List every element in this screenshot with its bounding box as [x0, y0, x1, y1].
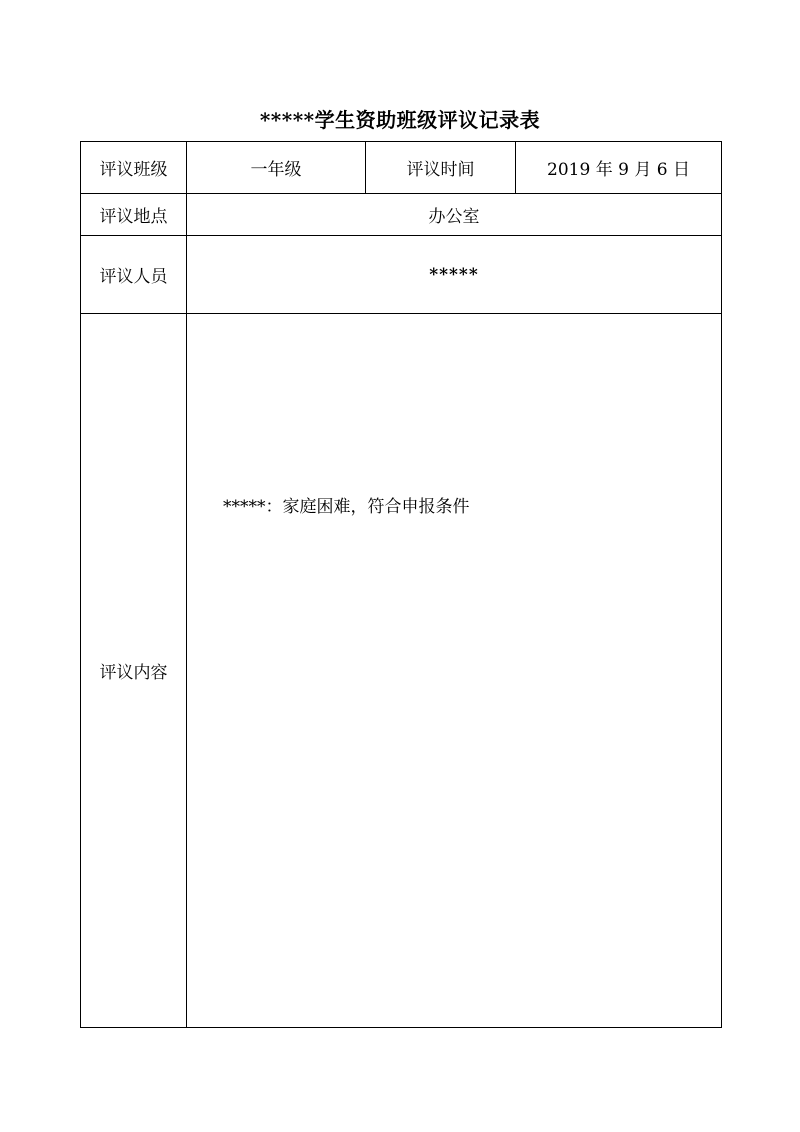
row-review-content	[81, 314, 722, 1028]
review-content-label: 评议内容	[81, 314, 187, 1028]
review-class-value: 一年级	[187, 142, 366, 194]
review-time-value: 2019 年 9 月 6 日	[516, 142, 722, 194]
review-time-label: 评议时间	[366, 142, 516, 194]
review-record-table	[80, 141, 722, 1028]
review-place-label: 评议地点	[81, 194, 187, 236]
review-people-label: 评议人员	[81, 236, 187, 314]
row-review-place	[81, 194, 722, 236]
row-review-people	[81, 236, 722, 314]
review-content-cell	[187, 314, 722, 1028]
review-people-value: *****	[187, 236, 722, 314]
review-content-text: *****：家庭困难，符合申报条件	[223, 497, 470, 517]
page-title: *****学生资助班级评议记录表	[259, 108, 541, 132]
review-place-value: 办公室	[187, 194, 722, 236]
review-class-label: 评议班级	[81, 142, 187, 194]
row-review-class	[81, 142, 722, 194]
